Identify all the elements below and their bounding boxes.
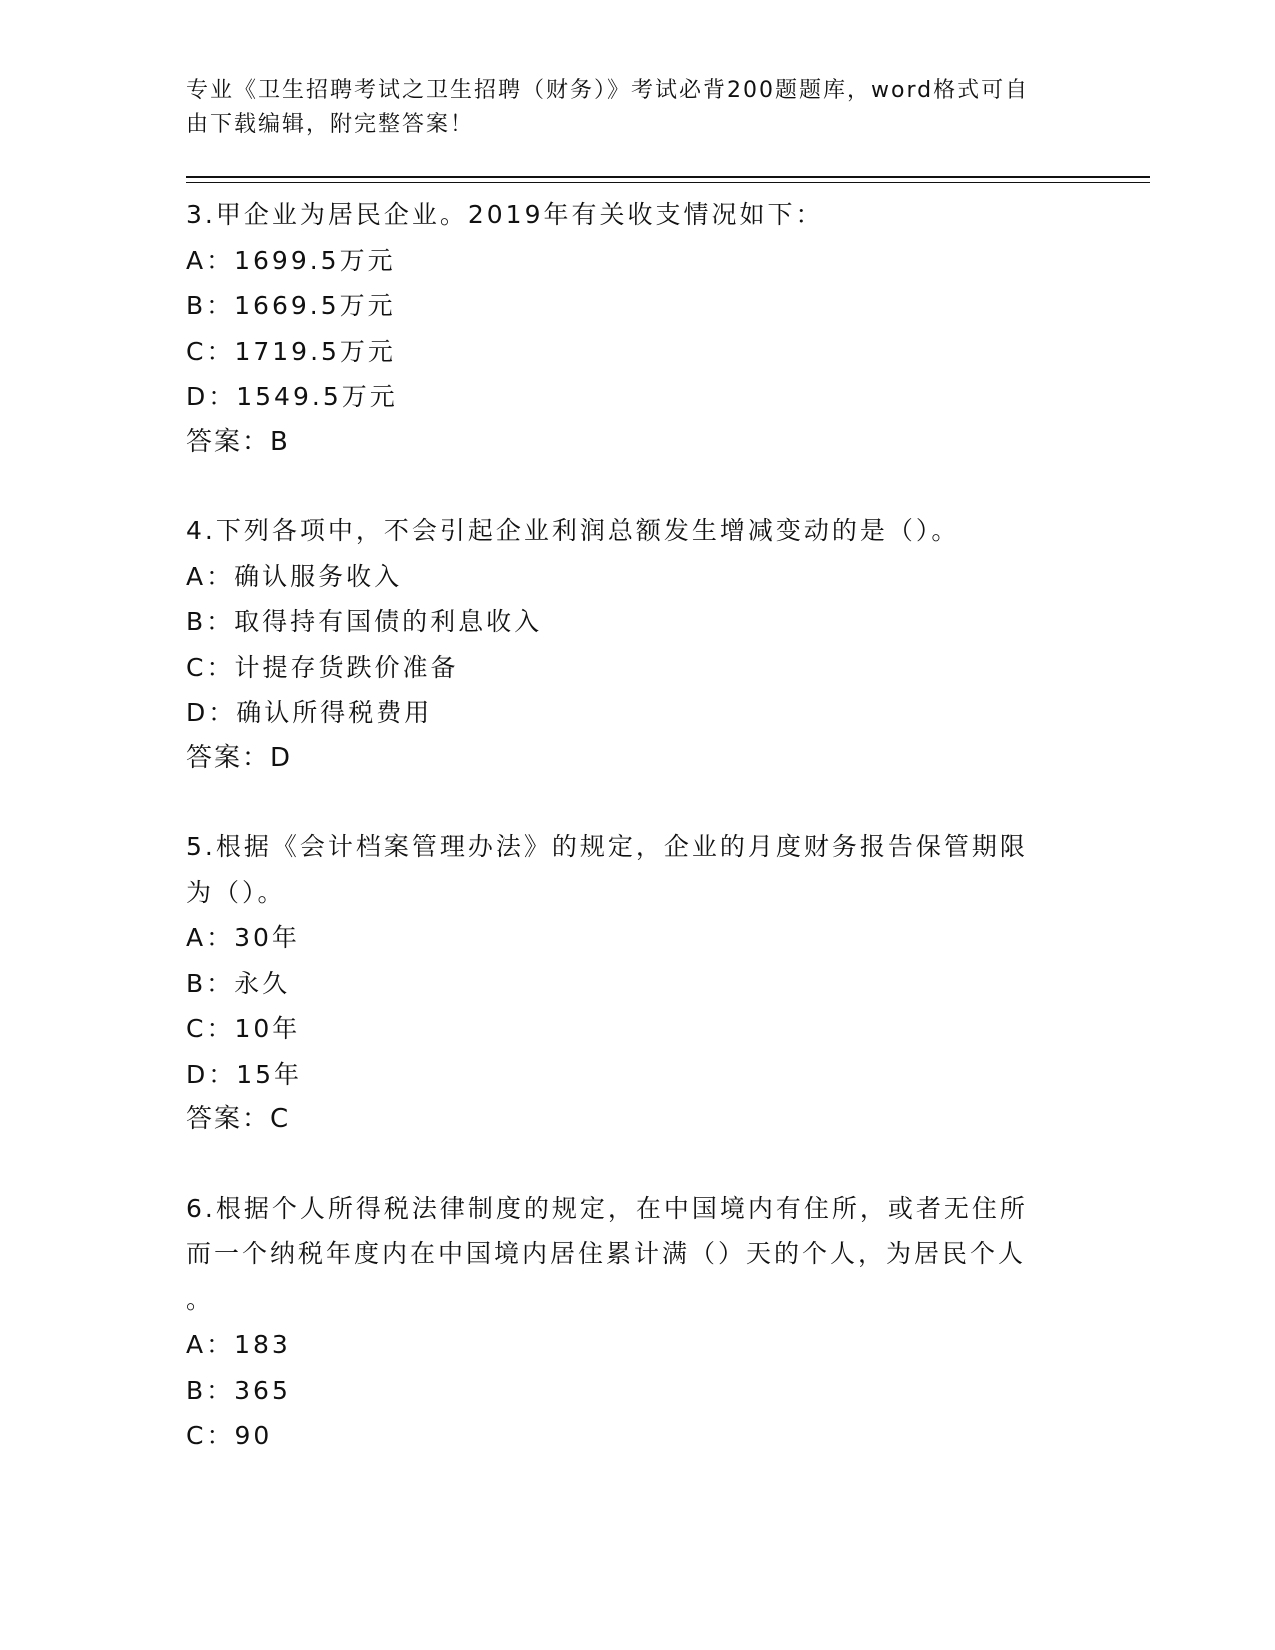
- option-c: C：1719.5万元: [186, 336, 396, 366]
- question-block: [186, 508, 1066, 781]
- option-a: A：30年: [186, 923, 300, 952]
- answer-line: 答案：B: [186, 426, 290, 457]
- option-d: D：确认所得税费用: [186, 698, 433, 727]
- question-stem-continued: 。: [186, 1284, 215, 1314]
- header-line-2: 由下载编辑，附完整答案！: [186, 112, 475, 137]
- question-stem-continued: 为（）。: [186, 877, 286, 907]
- option-a: A：183: [186, 1330, 291, 1359]
- option-c: C：计提存货跌价准备: [186, 652, 459, 682]
- option-b: B：永久: [186, 968, 291, 998]
- question-stem-continued: 而一个纳税年度内在中国境内居住累计满（）天的个人，为居民个人: [186, 1239, 1027, 1268]
- question-block: [186, 824, 1066, 1143]
- question-stem: 5.根据《会计档案管理办法》的规定，企业的月度财务报告保管期限: [186, 832, 1028, 861]
- answer-line: 答案：D: [186, 742, 293, 773]
- header-divider-thick: [186, 176, 1150, 178]
- option-b: B：365: [186, 1375, 291, 1405]
- question-stem: 4.下列各项中，不会引起企业利润总额发生增减变动的是（）。: [186, 516, 960, 545]
- question-list: [186, 192, 1066, 1502]
- option-c: C：90: [186, 1421, 273, 1450]
- option-b: B：取得持有国债的利息收入: [186, 607, 543, 636]
- header-divider-thin: [186, 182, 1150, 183]
- option-c: C：10年: [186, 1014, 301, 1043]
- option-b: B：1669.5万元: [186, 291, 396, 320]
- question-stem: 3.甲企业为居民企业。2019年有关收支情况如下：: [186, 200, 824, 229]
- question-stem: 6.根据个人所得税法律制度的规定，在中国境内有住所，或者无住所: [186, 1193, 1028, 1223]
- option-d: D：1549.5万元: [186, 382, 398, 411]
- option-a: A：1699.5万元: [186, 245, 396, 275]
- answer-line: 答案：C: [186, 1104, 291, 1134]
- question-block: [186, 1186, 1066, 1459]
- option-d: D：15年: [186, 1059, 303, 1089]
- header-line-1: 专业《卫生招聘考试之卫生招聘（财务）》考试必背200题题库，word格式可自: [186, 78, 1030, 103]
- option-a: A：确认服务收入: [186, 561, 403, 591]
- question-block: [186, 192, 1066, 465]
- document-header: [186, 74, 1066, 142]
